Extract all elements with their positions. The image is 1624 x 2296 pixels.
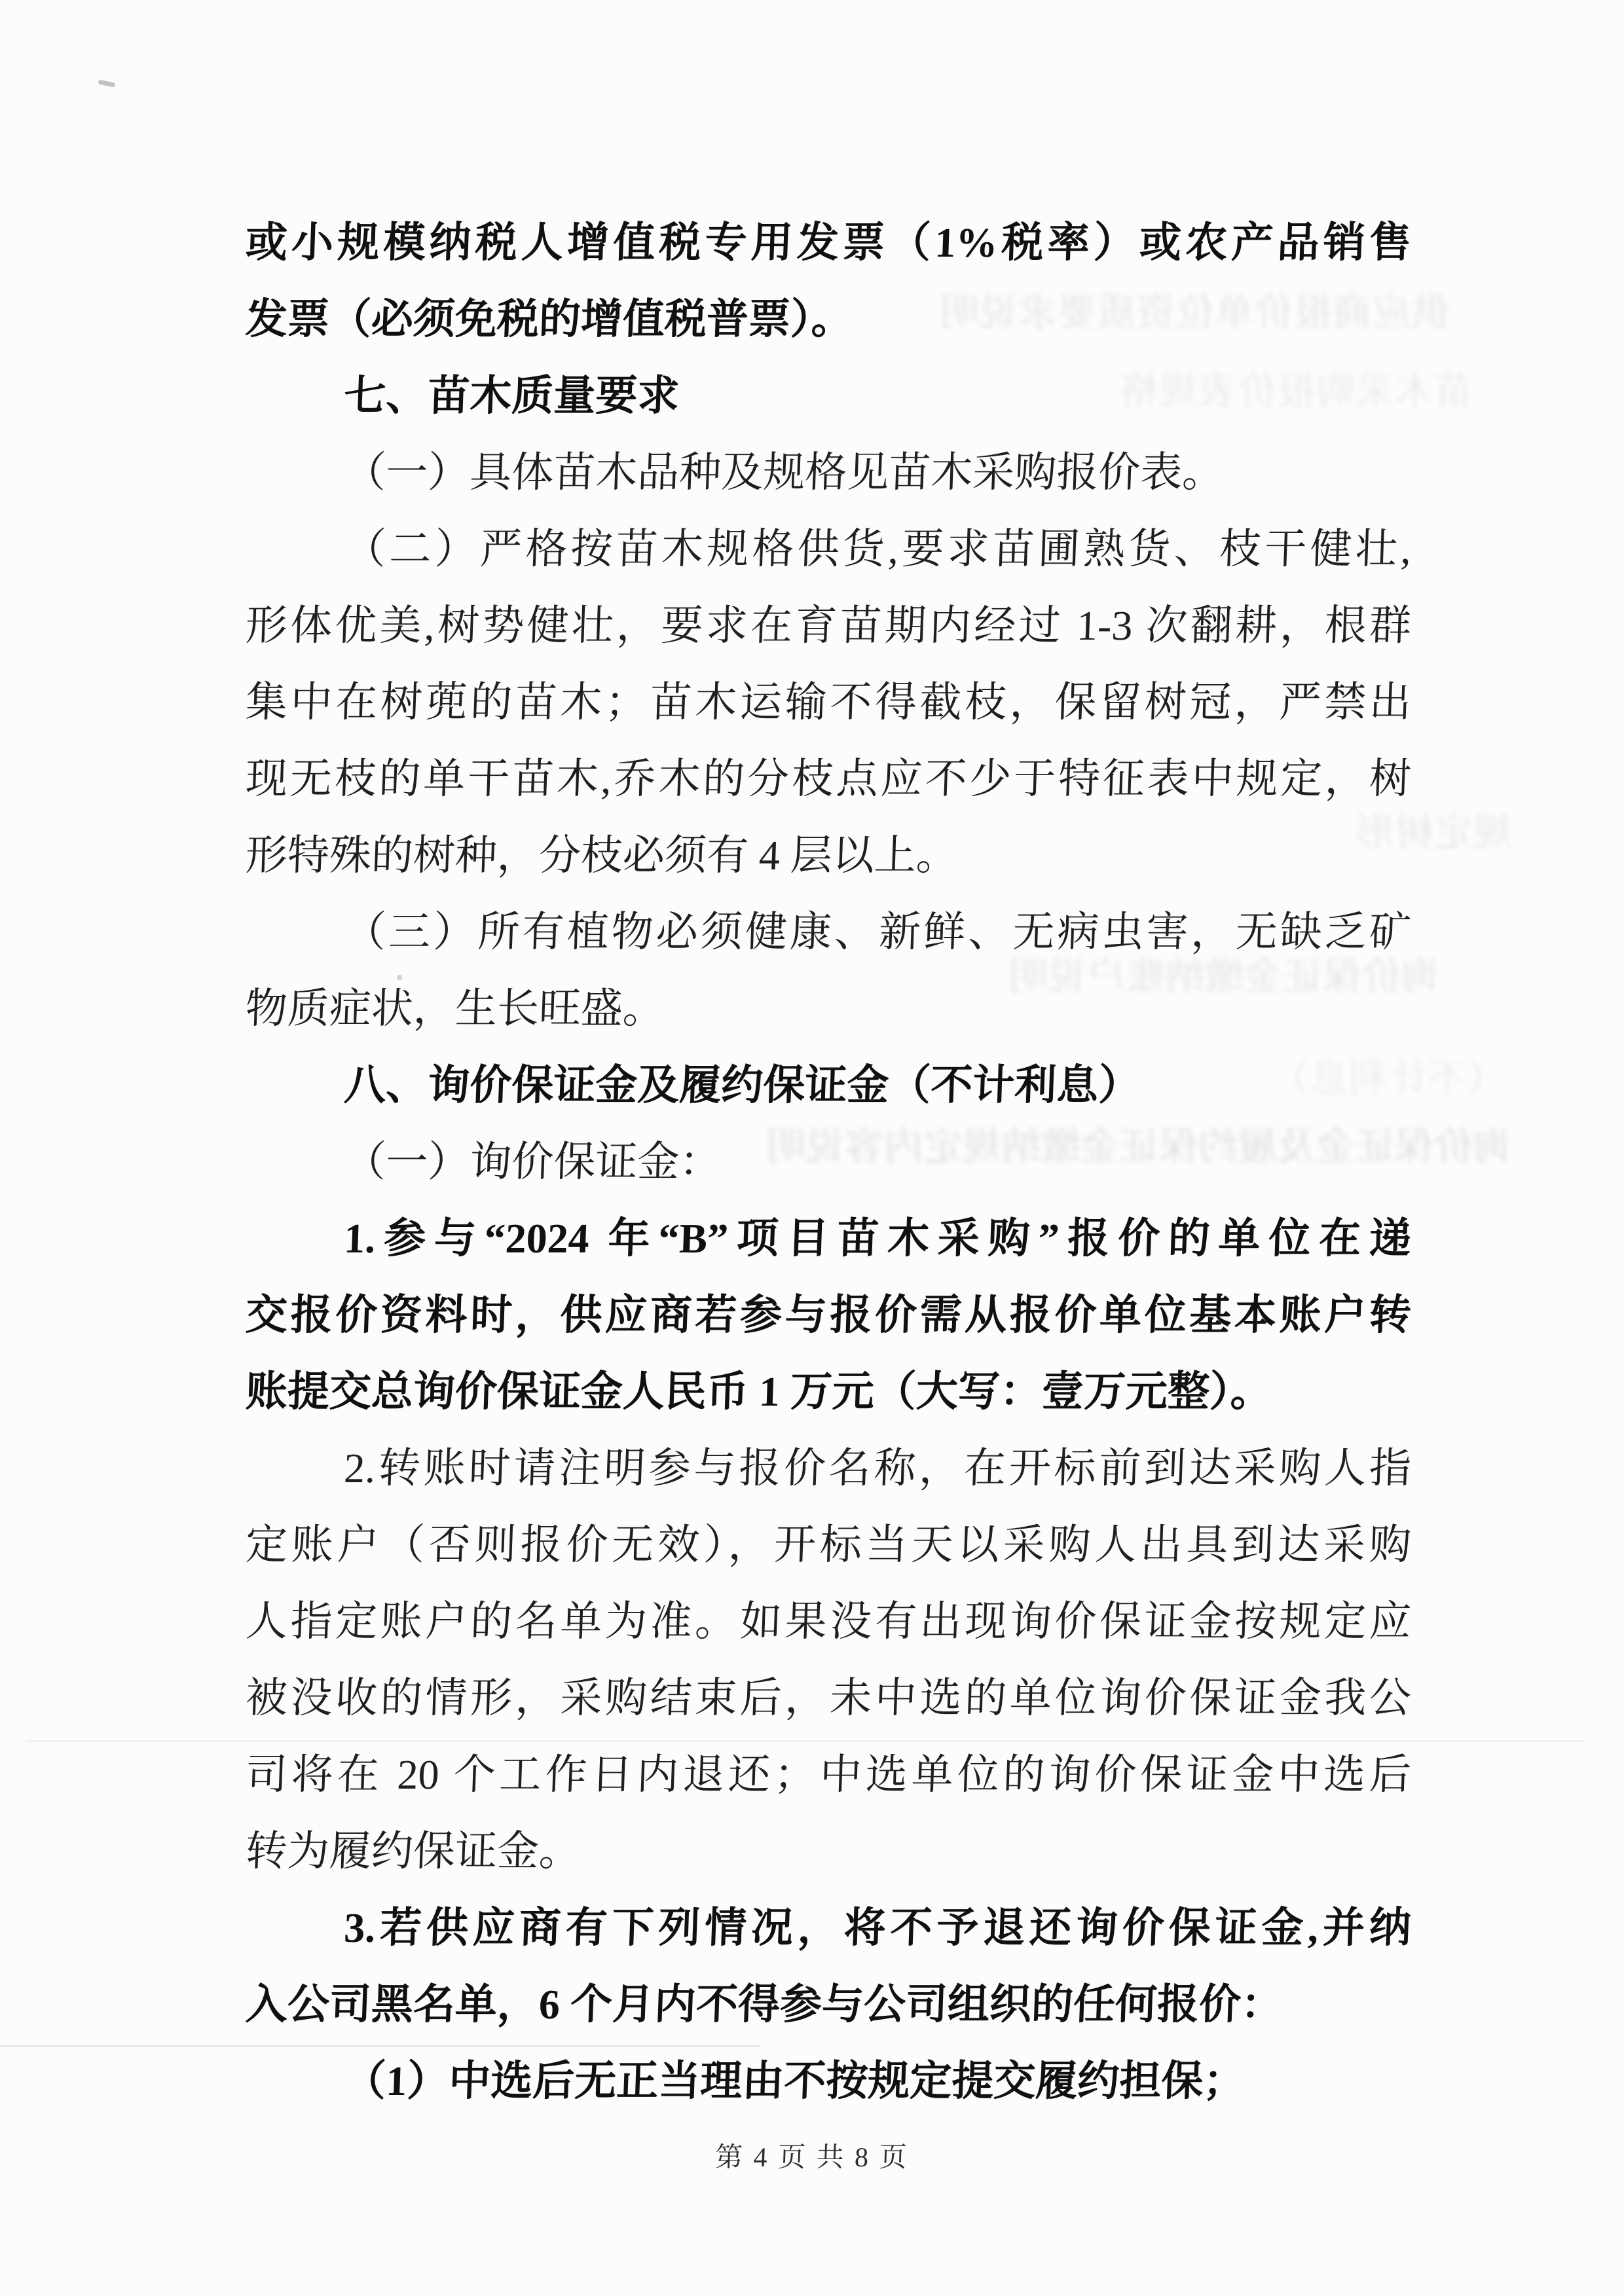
bleedthrough-ghost-text: 询价保证金缴纳账户说明	[1008, 955, 1441, 998]
bleedthrough-ghost-text: 询价保证金及履约保证金缴纳规定内容说明	[766, 1125, 1513, 1169]
document-line-25: （1）中选后无正当理由不按规定提交履约担保；	[343, 2058, 1246, 2104]
document-line-13: （一）询价保证金：	[343, 1139, 722, 1185]
scan-speck	[98, 79, 116, 87]
document-line-7: 集中在树蔸的苗木；苗木运输不得截枝，保留树冠，严禁出	[244, 679, 1412, 725]
document-line-17: 2.转账时请注明参与报价名称，在开标前到达采购人指	[343, 1445, 1412, 1491]
document-line-19: 人指定账户的名单为准。如果没有出现询价保证金按规定应	[244, 1598, 1412, 1645]
bleedthrough-ghost-text: 供应商报价单位资质要求说明	[940, 291, 1450, 335]
bleedthrough-ghost-text: （不计利息）	[1270, 1057, 1506, 1101]
document-line-6: 形体优美,树势健壮，要求在育苗期内经过 1-3 次翻耕，根群	[244, 602, 1412, 649]
document-line-10: （三）所有植物必须健康、新鲜、无病虫害，无缺乏矿	[343, 909, 1412, 955]
document-line-4: （一）具体苗木品种及规格见苗木采购报价表。	[343, 449, 1225, 496]
bleedthrough-ghost-text: 苗木采购报价表规格	[1120, 370, 1473, 413]
document-line-18: 定账户（否则报价无效），开标当天以采购人出具到达采购	[244, 1522, 1412, 1568]
bleedthrough-ghost-text: 规定树形	[1356, 811, 1513, 854]
document-line-3: 七、苗木质量要求	[343, 373, 680, 419]
document-line-20: 被没收的情形，采购结束后，未中选的单位询价保证金我公	[244, 1675, 1412, 1721]
document-line-21: 司将在 20 个工作日内退还；中选单位的询价保证金中选后	[244, 1751, 1412, 1798]
document-line-5: （二）严格按苗木规格供货,要求苗圃熟货、枝干健壮,	[343, 526, 1412, 572]
document-line-15: 交报价资料时，供应商若参与报价需从报价单位基本账户转	[244, 1292, 1412, 1338]
document-line-8: 现无枝的单干苗木,乔木的分枝点应不少于特征表中规定，树	[244, 756, 1412, 802]
document-line-14: 1.参与“2024 年“B”项目苗木采购”报价的单位在递	[343, 1215, 1412, 1262]
document-line-9: 形特殊的树种，分枝必须有 4 层以上。	[244, 832, 959, 879]
document-line-11: 物质症状，生长旺盛。	[244, 985, 666, 1032]
document-line-16: 账提交总询价保证金人民币 1 万元（大写：壹万元整）。	[244, 1368, 1274, 1415]
page-number-footer: 第 4 页 共 8 页	[714, 2143, 910, 2173]
document-body	[246, 204, 1411, 2119]
document-line-24: 入公司黑名单，6 个月内不得参与公司组织的任何报价：	[244, 1981, 1284, 2028]
document-line-1: 或小规模纳税人增值税专用发票（1%税率）或农产品销售	[244, 219, 1412, 266]
document-line-22: 转为履约保证金。	[244, 1828, 582, 1874]
document-line-12: 八、询价保证金及履约保证金（不计利息）	[343, 1062, 1141, 1108]
document-line-2: 发票（必须免税的增值税普票）。	[244, 296, 855, 342]
document-line-23: 3.若供应商有下列情况，将不予退还询价保证金,并纳	[343, 1904, 1412, 1951]
